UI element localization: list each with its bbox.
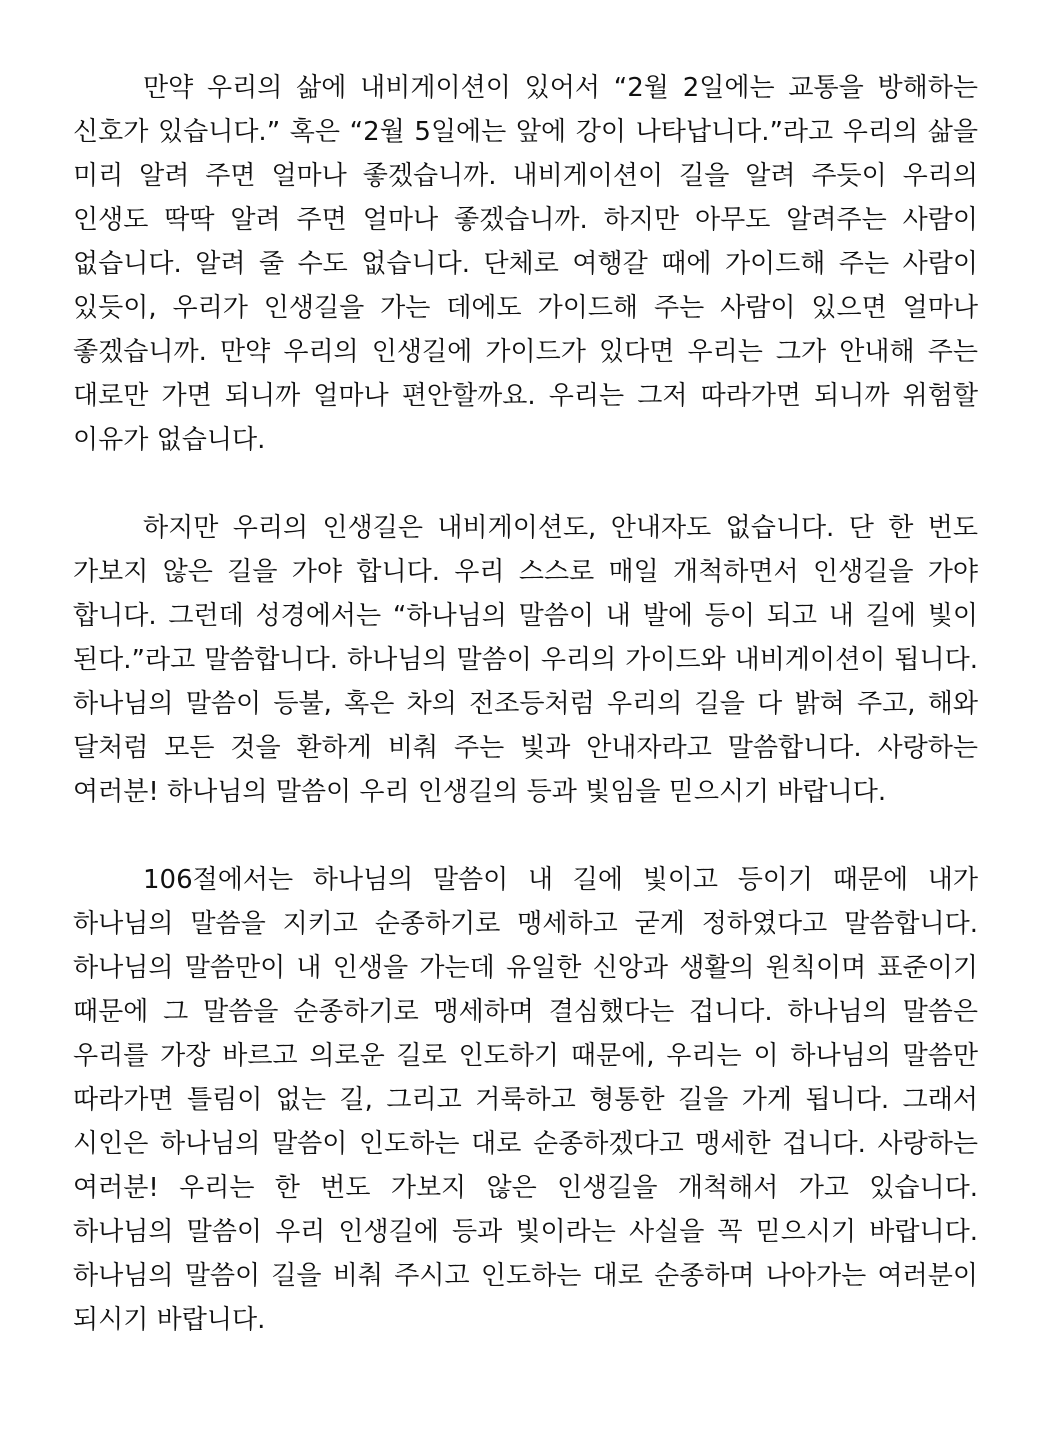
paragraph-navigation: 만약 우리의 삶에 내비게이션이 있어서 “2월 2일에는 교통을 방해하는 신호가 있습니다.” 혹은 “2월 5일에는 앞에 강이 나타납니다.”라고 우리의 삶을 미리 알려 주면 얼마나 좋겠습니까. 내비게이션이 길을 알려 주듯이 우리의 인생도 딱딱 알려 주면 얼마나 좋겠습니까. 하지만 아무도 알려주는 사람이 없습니다. 알려 줄 수도 없습니다. 단체로 여행갈 때에 가이드해 주는 사람이 있듯이, 우리가 인생길을 가는 데에도 가이드해 주는 사람이 있으면 얼마나 좋겠습니까. 만약 우리의 인생길에 가이드가 있다면 우리는 그가 안내해 주는 대로만 가면 되니까 얼마나 편안할까요. 우리는 그저 따라가면 되니까 위험할 이유가 없습니다.: [73, 73, 978, 455]
document-page: [73, 66, 978, 1342]
paragraph-word-as-guide: 하지만 우리의 인생길은 내비게이션도, 안내자도 없습니다. 단 한 번도 가보지 않은 길을 가야 합니다. 우리 스스로 매일 개척하면서 인생길을 가야 합니다. 그런데 성경에서는 “하나님의 말씀이 내 발에 등이 되고 내 길에 빛이 된다.”라고 말씀합니다. 하나님의 말씀이 우리의 가이드와 내비게이션이 됩니다. 하나님의 말씀이 등불, 혹은 차의 전조등처럼 우리의 길을 다 밝혀 주고, 해와 달처럼 모든 것을 환하게 비춰 주는 빛과 안내자라고 말씀합니다. 사랑하는 여러분! 하나님의 말씀이 우리 인생길의 등과 빛임을 믿으시기 바랍니다.: [73, 513, 978, 807]
paragraph-verse-106: 106절에서는 하나님의 말씀이 내 길에 빛이고 등이기 때문에 내가 하나님의 말씀을 지키고 순종하기로 맹세하고 굳게 정하였다고 말씀합니다. 하나님의 말씀만이 내 인생을 가는데 유일한 신앙과 생활의 원칙이며 표준이기 때문에 그 말씀을 순종하기로 맹세하며 결심했다는 겁니다. 하나님의 말씀은 우리를 가장 바르고 의로운 길로 인도하기 때문에, 우리는 이 하나님의 말씀만 따라가면 틀림이 없는 길, 그리고 거룩하고 형통한 길을 가게 됩니다. 그래서 시인은 하나님의 말씀이 인도하는 대로 순종하겠다고 맹세한 겁니다. 사랑하는 여러분! 우리는 한 번도 가보지 않은 인생길을 개척해서 가고 있습니다. 하나님의 말씀이 우리 인생길에 등과 빛이라는 사실을 꼭 믿으시기 바랍니다. 하나님의 말씀이 길을 비춰 주시고 인도하는 대로 순종하며 나아가는 여러분이 되시기 바랍니다.: [73, 865, 978, 1335]
